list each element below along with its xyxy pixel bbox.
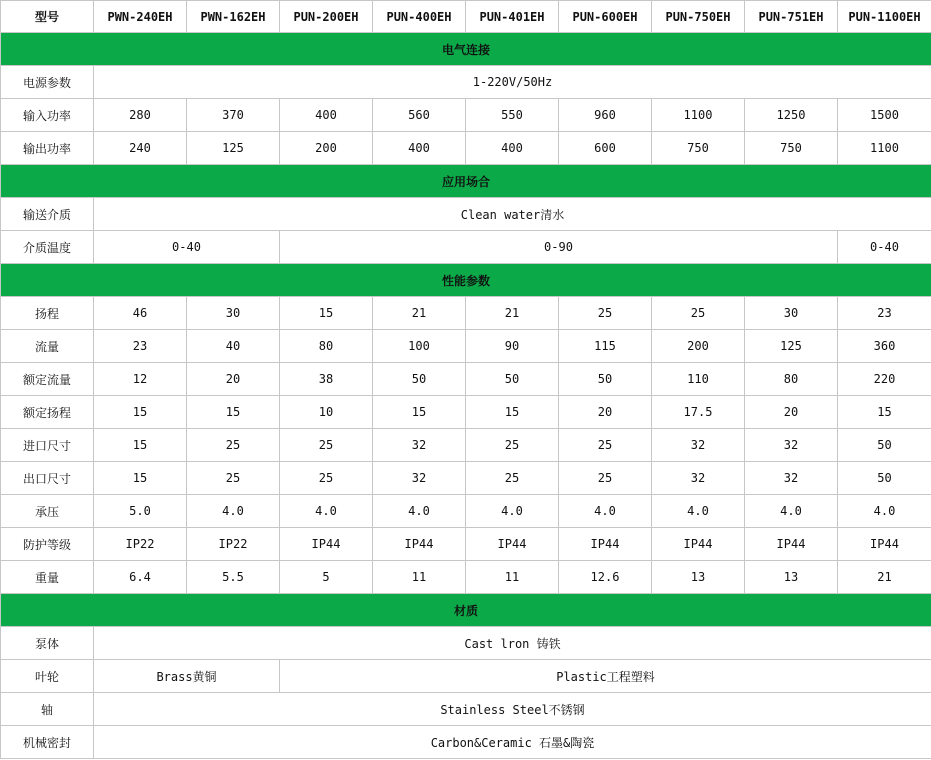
value-cell: 30: [745, 297, 838, 330]
value-cell: 240: [94, 132, 187, 165]
row-label: 输出功率: [1, 132, 94, 165]
value-cell: 15: [838, 396, 931, 429]
value-cell: 10: [280, 396, 373, 429]
value-cell: 15: [373, 396, 466, 429]
value-cell: 50: [373, 363, 466, 396]
model-label-cell: 型号: [1, 1, 94, 33]
value-cell: 32: [652, 429, 745, 462]
value-cell: 15: [94, 462, 187, 495]
value-cell: 21: [466, 297, 559, 330]
merged-value-cell: 1-220V/50Hz: [94, 66, 931, 99]
value-cell: 21: [838, 561, 931, 594]
table-row-seal: [1, 726, 931, 759]
row-label: 额定流量: [1, 363, 94, 396]
merged-value-cell: Brass黄铜: [94, 660, 280, 693]
merged-value-cell: Clean water清水: [94, 198, 931, 231]
table-row-head: [1, 297, 931, 330]
model-header-cell: PUN-200EH: [280, 1, 373, 33]
value-cell: 5: [280, 561, 373, 594]
value-cell: 17.5: [652, 396, 745, 429]
section-row-electric: [1, 33, 931, 66]
value-cell: 80: [745, 363, 838, 396]
value-cell: 4.0: [652, 495, 745, 528]
table-row-weight: [1, 561, 931, 594]
table-row-power-params: [1, 66, 931, 99]
value-cell: 46: [94, 297, 187, 330]
merged-value-cell: 0-40: [94, 231, 280, 264]
table-row-pressure: [1, 495, 931, 528]
merged-value-cell: Carbon&Ceramic 石墨&陶瓷: [94, 726, 931, 759]
value-cell: 25: [559, 429, 652, 462]
value-cell: IP44: [466, 528, 559, 561]
model-header-cell: PUN-750EH: [652, 1, 745, 33]
model-header-cell: PUN-751EH: [745, 1, 838, 33]
value-cell: 25: [652, 297, 745, 330]
table-row-impeller: [1, 660, 931, 693]
value-cell: 220: [838, 363, 931, 396]
value-cell: 1100: [652, 99, 745, 132]
row-label: 额定扬程: [1, 396, 94, 429]
table-row-inlet: [1, 429, 931, 462]
value-cell: 15: [94, 396, 187, 429]
value-cell: 20: [559, 396, 652, 429]
model-header-cell: PWN-240EH: [94, 1, 187, 33]
row-label: 重量: [1, 561, 94, 594]
table-row-input-power: [1, 99, 931, 132]
value-cell: 13: [652, 561, 745, 594]
row-label: 电源参数: [1, 66, 94, 99]
value-cell: 1500: [838, 99, 931, 132]
value-cell: 15: [280, 297, 373, 330]
value-cell: 200: [652, 330, 745, 363]
table-row-protection: [1, 528, 931, 561]
value-cell: 110: [652, 363, 745, 396]
value-cell: 4.0: [187, 495, 280, 528]
value-cell: 30: [187, 297, 280, 330]
value-cell: IP22: [94, 528, 187, 561]
value-cell: 15: [187, 396, 280, 429]
value-cell: 4.0: [745, 495, 838, 528]
value-cell: 100: [373, 330, 466, 363]
section-row-performance: [1, 264, 931, 297]
row-label: 承压: [1, 495, 94, 528]
row-label: 机械密封: [1, 726, 94, 759]
value-cell: 23: [94, 330, 187, 363]
model-header-cell: PUN-400EH: [373, 1, 466, 33]
value-cell: 25: [559, 297, 652, 330]
row-label: 介质温度: [1, 231, 94, 264]
model-header-cell: PUN-1100EH: [838, 1, 931, 33]
row-label: 进口尺寸: [1, 429, 94, 462]
row-label: 输入功率: [1, 99, 94, 132]
value-cell: 280: [94, 99, 187, 132]
merged-value-cell: Plastic工程塑料: [280, 660, 931, 693]
value-cell: 80: [280, 330, 373, 363]
row-label: 叶轮: [1, 660, 94, 693]
value-cell: 40: [187, 330, 280, 363]
table-row-outlet: [1, 462, 931, 495]
value-cell: 400: [280, 99, 373, 132]
table-row-medium-temp: [1, 231, 931, 264]
section-title: 材质: [1, 594, 931, 627]
value-cell: 0-40: [838, 231, 931, 264]
value-cell: 32: [373, 429, 466, 462]
value-cell: 12: [94, 363, 187, 396]
value-cell: 400: [466, 132, 559, 165]
value-cell: 20: [187, 363, 280, 396]
value-cell: 400: [373, 132, 466, 165]
merged-value-cell: 0-90: [280, 231, 838, 264]
value-cell: 90: [466, 330, 559, 363]
value-cell: IP44: [280, 528, 373, 561]
value-cell: IP44: [838, 528, 931, 561]
value-cell: 750: [745, 132, 838, 165]
value-cell: 125: [187, 132, 280, 165]
value-cell: 1250: [745, 99, 838, 132]
value-cell: 4.0: [280, 495, 373, 528]
value-cell: 25: [280, 462, 373, 495]
table-row-medium: [1, 198, 931, 231]
value-cell: IP22: [187, 528, 280, 561]
model-header-cell: PUN-600EH: [559, 1, 652, 33]
value-cell: 960: [559, 99, 652, 132]
value-cell: 50: [466, 363, 559, 396]
value-cell: 11: [466, 561, 559, 594]
value-cell: 15: [94, 429, 187, 462]
value-cell: 6.4: [94, 561, 187, 594]
value-cell: 200: [280, 132, 373, 165]
section-row-material: [1, 594, 931, 627]
value-cell: 25: [559, 462, 652, 495]
value-cell: 20: [745, 396, 838, 429]
value-cell: 750: [652, 132, 745, 165]
value-cell: 32: [373, 462, 466, 495]
value-cell: 1100: [838, 132, 931, 165]
row-label: 防护等级: [1, 528, 94, 561]
value-cell: 50: [838, 429, 931, 462]
value-cell: 125: [745, 330, 838, 363]
model-header-cell: PUN-401EH: [466, 1, 559, 33]
value-cell: 360: [838, 330, 931, 363]
value-cell: 4.0: [373, 495, 466, 528]
table-row-rated-flow: [1, 363, 931, 396]
value-cell: IP44: [745, 528, 838, 561]
value-cell: 15: [466, 396, 559, 429]
merged-value-cell: Stainless Steel不锈钢: [94, 693, 931, 726]
row-label: 流量: [1, 330, 94, 363]
value-cell: 115: [559, 330, 652, 363]
row-label: 输送介质: [1, 198, 94, 231]
section-title: 电气连接: [1, 33, 931, 66]
value-cell: IP44: [559, 528, 652, 561]
row-label: 泵体: [1, 627, 94, 660]
value-cell: IP44: [652, 528, 745, 561]
model-header-cell: PWN-162EH: [187, 1, 280, 33]
value-cell: 4.0: [838, 495, 931, 528]
value-cell: 370: [187, 99, 280, 132]
table-row-shaft: [1, 693, 931, 726]
value-cell: 12.6: [559, 561, 652, 594]
section-title: 性能参数: [1, 264, 931, 297]
value-cell: 32: [652, 462, 745, 495]
value-cell: 38: [280, 363, 373, 396]
value-cell: 5.0: [94, 495, 187, 528]
row-label: 扬程: [1, 297, 94, 330]
value-cell: 11: [373, 561, 466, 594]
value-cell: 50: [559, 363, 652, 396]
header-row: [1, 1, 931, 33]
value-cell: 23: [838, 297, 931, 330]
value-cell: 25: [280, 429, 373, 462]
row-label: 出口尺寸: [1, 462, 94, 495]
section-title: 应用场合: [1, 165, 931, 198]
value-cell: IP44: [373, 528, 466, 561]
table-row-rated-head: [1, 396, 931, 429]
value-cell: 13: [745, 561, 838, 594]
value-cell: 21: [373, 297, 466, 330]
section-row-application: [1, 165, 931, 198]
table-row-flow: [1, 330, 931, 363]
value-cell: 25: [187, 462, 280, 495]
value-cell: 25: [187, 429, 280, 462]
value-cell: 560: [373, 99, 466, 132]
table-row-pump-body: [1, 627, 931, 660]
value-cell: 32: [745, 462, 838, 495]
value-cell: 4.0: [559, 495, 652, 528]
value-cell: 5.5: [187, 561, 280, 594]
value-cell: 25: [466, 462, 559, 495]
value-cell: 50: [838, 462, 931, 495]
value-cell: 600: [559, 132, 652, 165]
table-row-output-power: [1, 132, 931, 165]
value-cell: 4.0: [466, 495, 559, 528]
value-cell: 32: [745, 429, 838, 462]
value-cell: 25: [466, 429, 559, 462]
value-cell: 550: [466, 99, 559, 132]
row-label: 轴: [1, 693, 94, 726]
merged-value-cell: Cast lron 铸铁: [94, 627, 931, 660]
